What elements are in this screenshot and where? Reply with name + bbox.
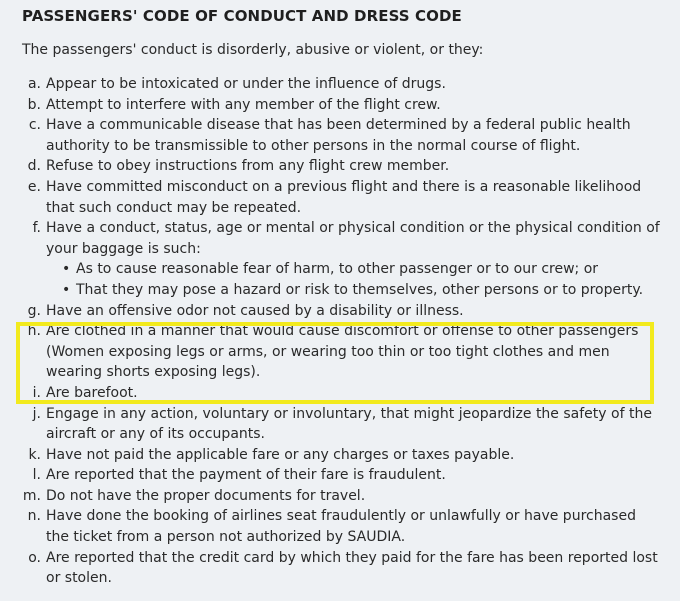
item-text: Appear to be intoxicated or under the influence of drugs. xyxy=(46,76,446,92)
item-letter: c. xyxy=(28,117,41,134)
item-letter: n. xyxy=(27,508,41,525)
item-letter: b. xyxy=(27,96,41,113)
item-text: Refuse to obey instructions from any flight crew member. xyxy=(46,158,450,175)
item-text: Are clothed in a manner that would cause discomfort or offense to other passengers (Women exposing legs or arms, or wearing too thin or too tight clothes and men wearing shorts exposing legs). xyxy=(46,323,639,381)
list-item xyxy=(0,115,680,156)
list-item xyxy=(0,177,680,218)
list-item xyxy=(0,218,680,300)
item-letter: h. xyxy=(27,323,41,340)
item-text: Have an offensive odor not caused by a disability or illness. xyxy=(46,302,464,319)
item-text: Have committed misconduct on a previous flight and there is a reasonable likelihood that such conduct may be repeated. xyxy=(46,178,642,216)
list-item xyxy=(0,404,680,445)
list-item xyxy=(0,74,680,95)
item-text: Have a communicable disease that has been determined by a federal public health authority to be transmissible to other persons in the normal course of flight. xyxy=(46,117,631,154)
highlight-box xyxy=(16,322,654,404)
item-text: Are barefoot. xyxy=(46,384,138,401)
item-text: Attempt to interfere with any member of the flight crew. xyxy=(46,96,441,113)
item-letter: l. xyxy=(32,467,41,484)
item-text: Do not have the proper documents for travel. xyxy=(46,487,366,504)
item-letter: e. xyxy=(27,178,41,195)
list-item xyxy=(0,95,680,116)
sub-bullet-list xyxy=(46,259,662,300)
item-letter: a. xyxy=(27,76,41,92)
item-letter: m. xyxy=(22,487,41,504)
item-text: Have not paid the applicable fare or any charges or taxes payable. xyxy=(46,446,515,463)
item-text: Have a conduct, status, age or mental or physical condition or the physical condition of your baggage is such: xyxy=(46,220,660,257)
list-item xyxy=(0,486,680,507)
list-item xyxy=(0,506,680,547)
page-title: PASSENGERS' CODE OF CONDUCT AND DRESS CODE xyxy=(22,7,462,25)
item-letter: j. xyxy=(32,405,41,422)
list-item xyxy=(0,301,680,322)
intro-text: The passengers' conduct is disorderly, abusive or violent, or they: xyxy=(22,42,484,58)
bullet-item: • As to cause reasonable fear of harm, to other passenger or to our crew; or xyxy=(62,259,662,280)
item-letter: g. xyxy=(27,302,41,319)
list-item xyxy=(0,445,680,466)
list-item xyxy=(0,156,680,177)
item-text: Are reported that the credit card by which they paid for the fare has been reported lost or stolen. xyxy=(46,549,658,587)
item-text: Engage in any action, voluntary or involuntary, that might jeopardize the safety of the aircraft or any of its occupants. xyxy=(46,405,652,443)
item-letter: f. xyxy=(32,220,41,237)
item-letter: k. xyxy=(28,446,41,463)
item-text: Have done the booking of airlines seat fraudulently or unlawfully or have purchased the ticket from a person not authorized by SAUDIA. xyxy=(46,508,636,546)
item-text: Are reported that the payment of their fare is fraudulent. xyxy=(46,467,446,484)
item-letter: i. xyxy=(32,384,41,401)
bullet-item: • That they may pose a hazard or risk to themselves, other persons or to property. xyxy=(62,280,662,301)
item-letter: d. xyxy=(27,158,41,175)
item-letter: o. xyxy=(28,549,41,566)
list-item xyxy=(0,465,680,486)
list-item xyxy=(0,548,680,589)
